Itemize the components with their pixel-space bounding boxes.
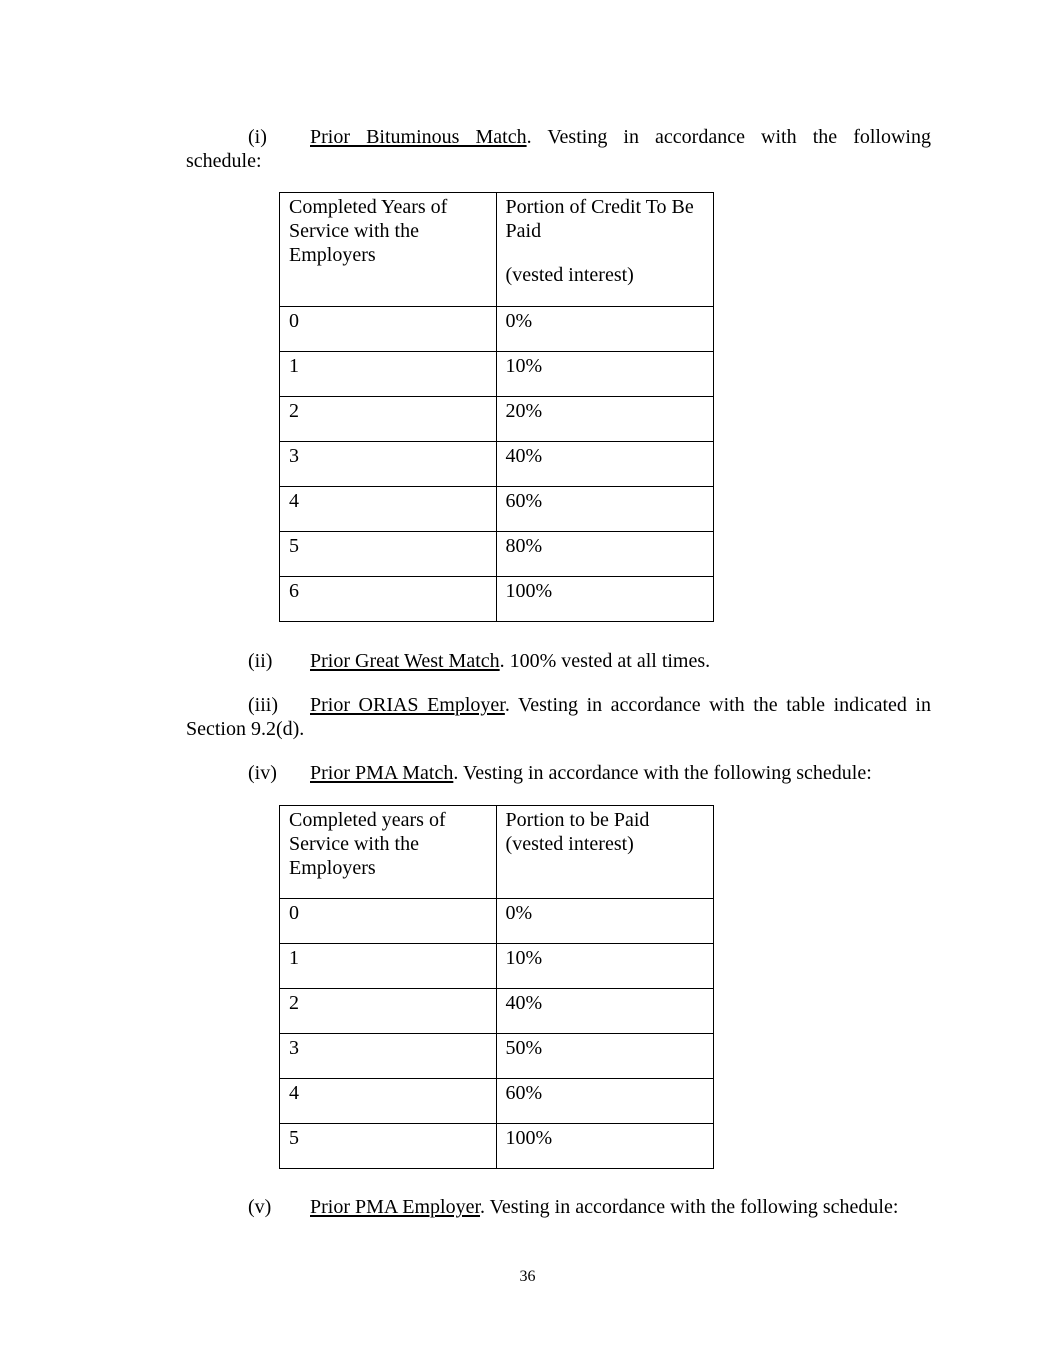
- clause-iv-line1: [186, 761, 931, 785]
- clause-text: . Vesting in accordance with the following schedule:: [453, 762, 872, 784]
- table-row: [280, 1079, 714, 1124]
- table-row: [280, 989, 714, 1034]
- table-row: [280, 1034, 714, 1079]
- years-cell: 0: [280, 899, 497, 944]
- years-cell: 1: [280, 352, 497, 397]
- clause-number: (i): [248, 126, 267, 148]
- clause-i-line1: [186, 125, 931, 149]
- clause-text: . 100% vested at all times.: [499, 650, 711, 672]
- portion-cell: 80%: [496, 532, 713, 577]
- clause-text: . Vesting in accordance with the table indicated in: [504, 694, 931, 716]
- clause-number: (iv): [248, 762, 277, 784]
- clause-ii: [186, 649, 931, 673]
- header-years: Completed years of Service with the Employers: [280, 806, 497, 899]
- table-row: [280, 397, 714, 442]
- table-row: [280, 532, 714, 577]
- portion-cell: 100%: [496, 1124, 713, 1169]
- portion-cell: 60%: [496, 487, 713, 532]
- portion-cell: 0%: [496, 899, 713, 944]
- table-row: [280, 487, 714, 532]
- portion-cell: 10%: [496, 352, 713, 397]
- years-cell: 5: [280, 1124, 497, 1169]
- clause-iii-line1: [186, 693, 931, 717]
- years-cell: 0: [280, 307, 497, 352]
- portion-cell: 60%: [496, 1079, 713, 1124]
- clause-text: . Vesting in accordance with the following: [526, 126, 931, 148]
- header-portion: [496, 193, 713, 307]
- clause-iii: [186, 693, 931, 741]
- page-number: 36: [519, 1268, 536, 1285]
- header-portion: Portion to be Paid (vested interest): [496, 806, 713, 899]
- clause-title: Prior PMA Match: [310, 762, 454, 784]
- table-row: [280, 577, 714, 622]
- clause-ii-line1: [186, 649, 931, 673]
- clause-i: [186, 125, 931, 173]
- clause-title: Prior Great West Match: [310, 650, 500, 672]
- clause-title: Prior Bituminous Match: [310, 126, 527, 148]
- table-row: [280, 944, 714, 989]
- vesting-table-pma: [279, 805, 714, 1169]
- table-row: [280, 307, 714, 352]
- years-cell: 2: [280, 989, 497, 1034]
- portion-cell: 20%: [496, 397, 713, 442]
- table-row: [280, 899, 714, 944]
- portion-cell: 10%: [496, 944, 713, 989]
- vesting-table-bituminous: [279, 192, 714, 622]
- years-cell: 5: [280, 532, 497, 577]
- clause-v-line1: [186, 1195, 931, 1219]
- clause-number: (ii): [248, 650, 273, 672]
- header-portion-line2: (vested interest): [505, 264, 634, 286]
- clause-title: Prior ORIAS Employer: [310, 694, 505, 716]
- table-header-row: [280, 806, 714, 899]
- portion-cell: 100%: [496, 577, 713, 622]
- portion-cell: 50%: [496, 1034, 713, 1079]
- header-years: Completed Years of Service with the Employers: [280, 193, 497, 307]
- table-row: [280, 352, 714, 397]
- clause-text: . Vesting in accordance with the following schedule:: [480, 1196, 899, 1218]
- clause-number: (iii): [248, 694, 278, 716]
- table-header-row: [280, 193, 714, 307]
- clause-number: (v): [248, 1196, 272, 1218]
- portion-cell: 40%: [496, 442, 713, 487]
- table-row: [280, 1124, 714, 1169]
- clause-v: [186, 1195, 931, 1219]
- header-portion-line1: Portion of Credit To Be Paid: [505, 196, 694, 242]
- years-cell: 6: [280, 577, 497, 622]
- clause-iii-line2: Section 9.2(d).: [186, 718, 305, 740]
- clause-i-line2: schedule:: [186, 150, 262, 172]
- portion-cell: 0%: [496, 307, 713, 352]
- years-cell: 4: [280, 1079, 497, 1124]
- years-cell: 3: [280, 1034, 497, 1079]
- years-cell: 4: [280, 487, 497, 532]
- years-cell: 3: [280, 442, 497, 487]
- years-cell: 1: [280, 944, 497, 989]
- table-row: [280, 442, 714, 487]
- portion-cell: 40%: [496, 989, 713, 1034]
- years-cell: 2: [280, 397, 497, 442]
- clause-title: Prior PMA Employer: [310, 1196, 481, 1218]
- clause-iv: [186, 761, 931, 785]
